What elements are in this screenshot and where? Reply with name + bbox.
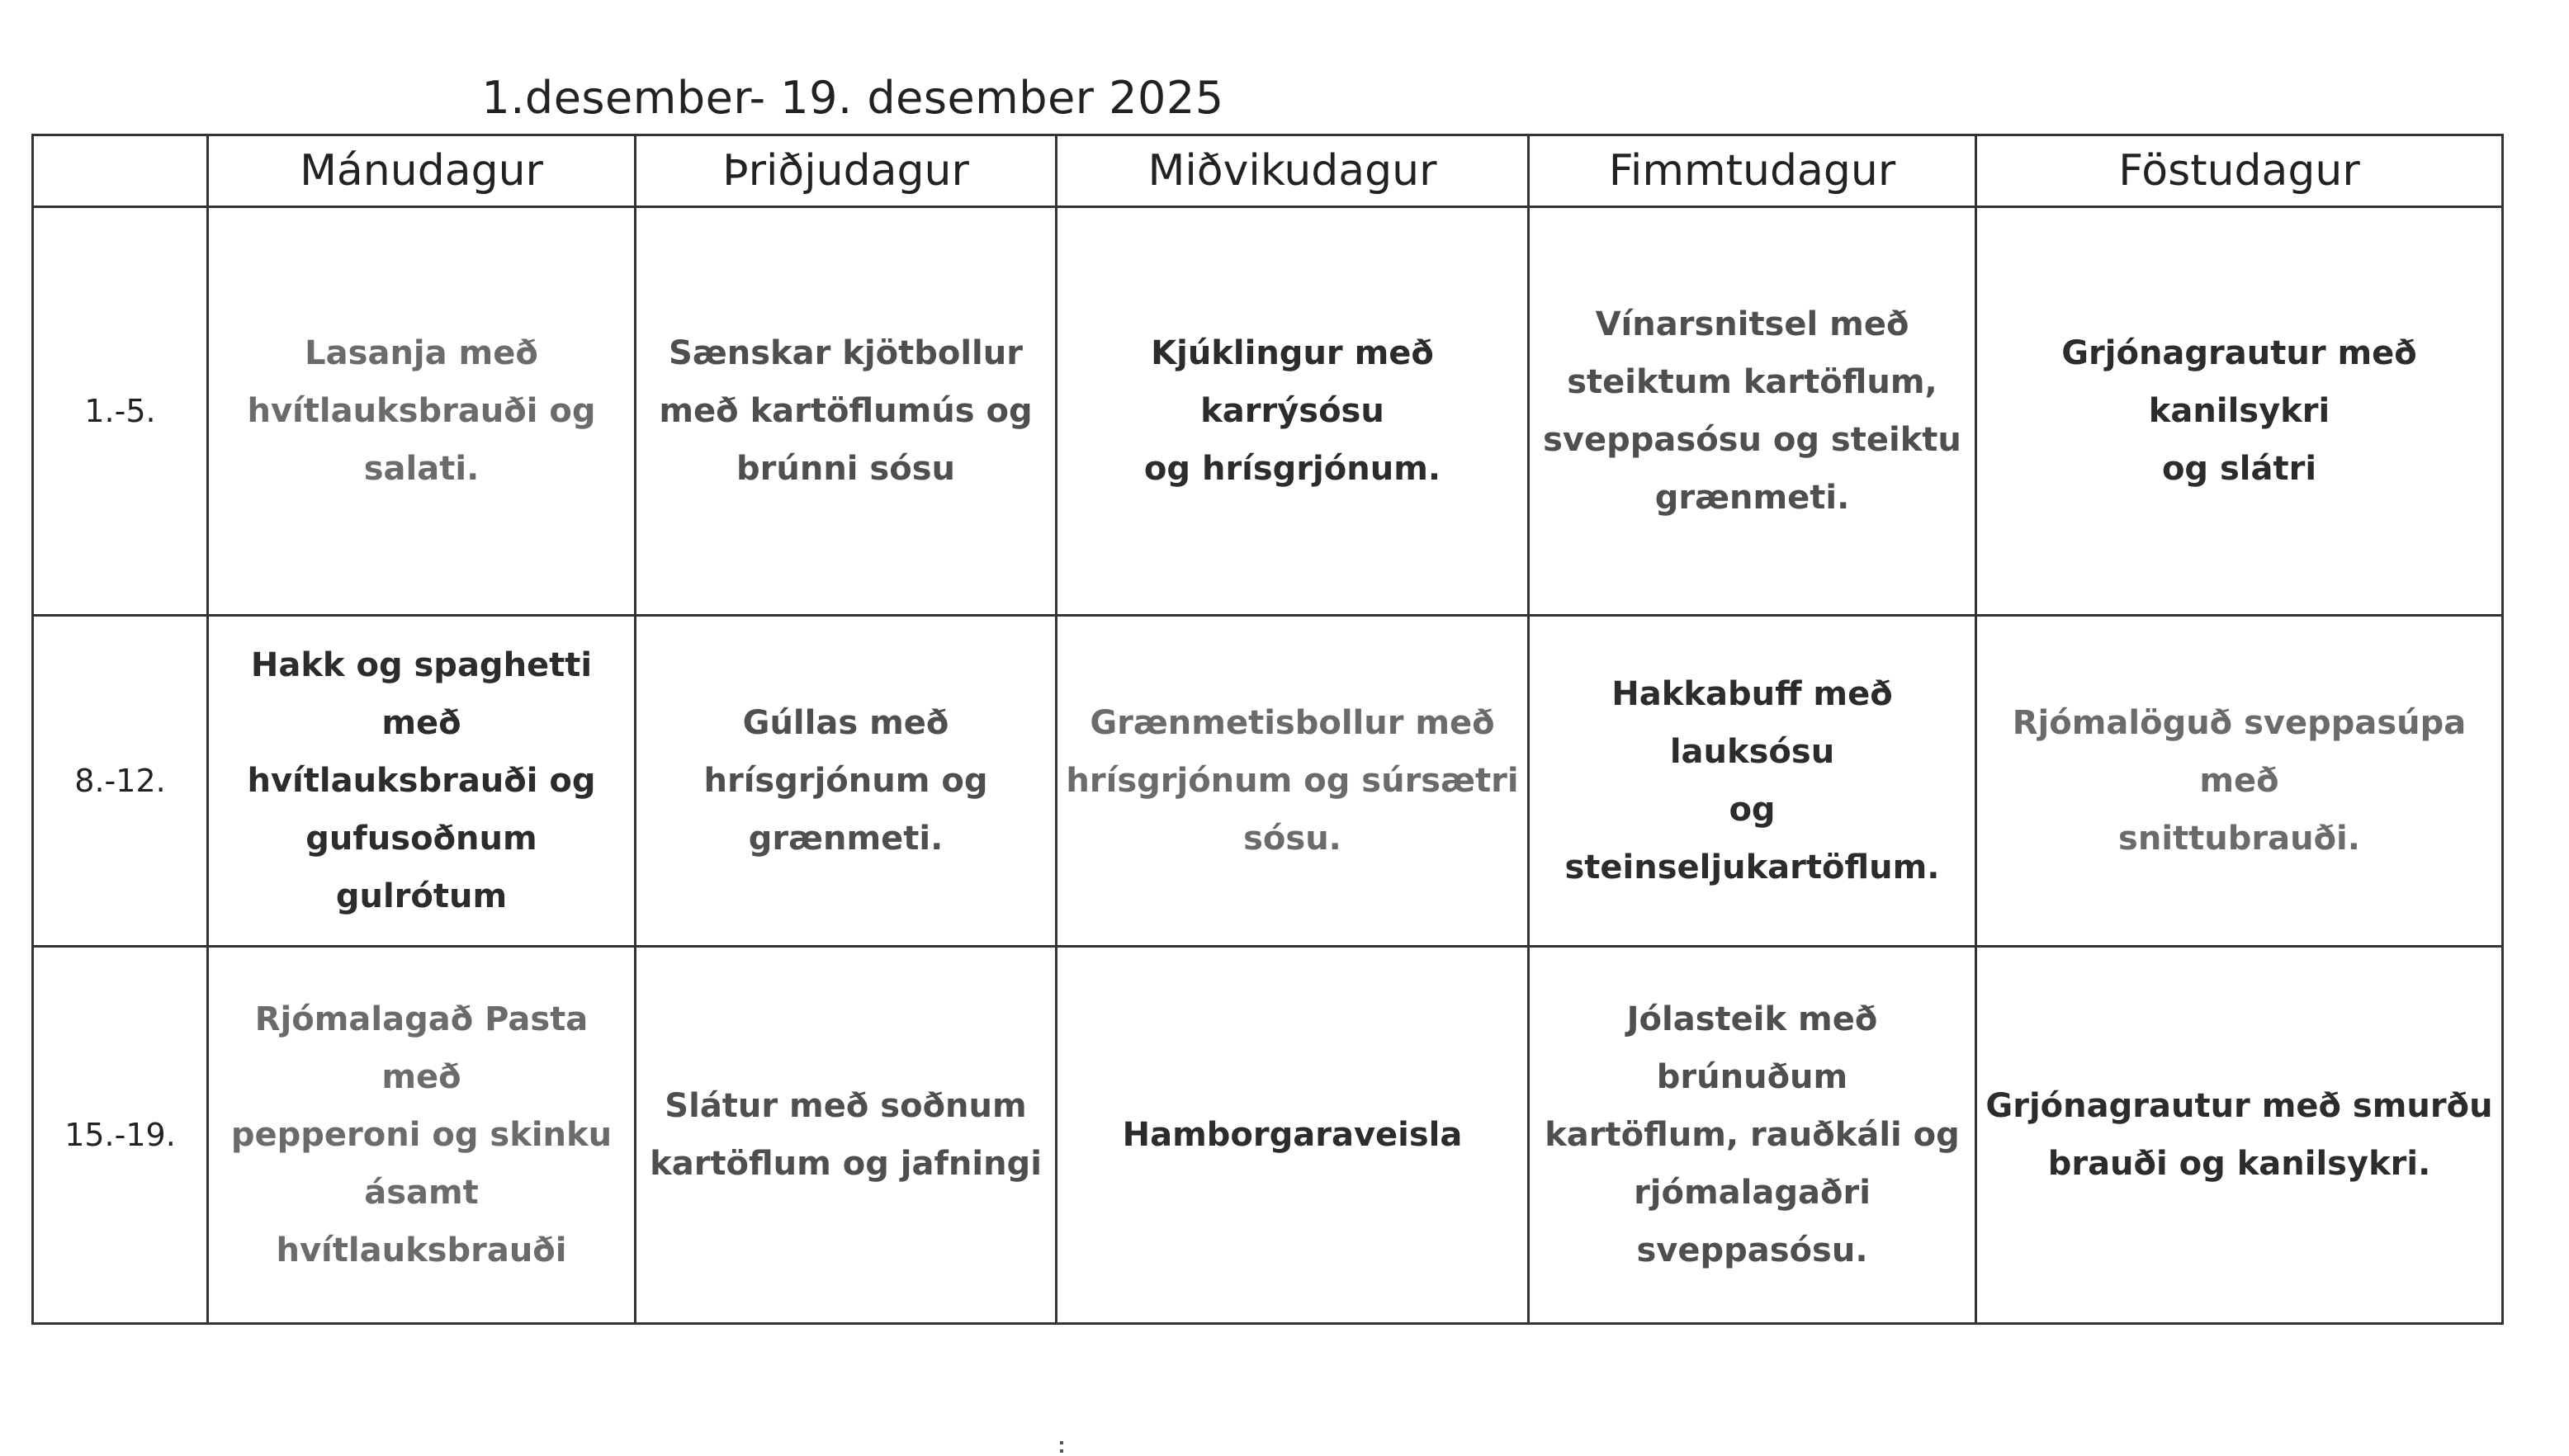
meal-line: hvítlauksbrauði og xyxy=(247,392,596,430)
meal-line: hrísgrjónum og súrsætri xyxy=(1066,762,1519,800)
meal-cell xyxy=(636,947,1057,1324)
week-label: 8.-12. xyxy=(33,616,208,947)
meal-cell xyxy=(1529,947,1976,1324)
day-header-tuesday: Þriðjudagur xyxy=(636,135,1057,207)
week-row xyxy=(33,947,2503,1324)
meal-cell xyxy=(208,207,636,616)
scan-speck xyxy=(1060,1441,1063,1444)
meal-cell xyxy=(1976,947,2503,1324)
header-row xyxy=(33,135,2503,207)
meal-line: Kjúklingur með karrýsósu xyxy=(1151,334,1434,430)
corner-cell xyxy=(33,135,208,207)
meal-line: Hamborgaraveisla xyxy=(1122,1116,1463,1154)
meal-cell xyxy=(1057,207,1529,616)
day-header-friday: Föstudagur xyxy=(1976,135,2503,207)
meal-line: Vínarsnitsel með xyxy=(1595,305,1909,343)
day-header-thursday: Fimmtudagur xyxy=(1529,135,1976,207)
meal-cell xyxy=(208,947,636,1324)
meal-line: kartöflum og jafningi xyxy=(650,1145,1042,1183)
meal-cell xyxy=(636,207,1057,616)
meal-line: Hakk og spaghetti með xyxy=(250,646,593,742)
meal-cell xyxy=(1057,616,1529,947)
meal-line: snittubrauði. xyxy=(2118,820,2360,858)
meal-line: ásamt hvítlauksbrauði xyxy=(276,1174,567,1269)
day-header-monday: Mánudagur xyxy=(208,135,636,207)
meal-cell xyxy=(636,616,1057,947)
meal-line: pepperoni og skinku xyxy=(230,1116,613,1154)
meal-cell xyxy=(1976,616,2503,947)
meal-line: brauði og kanilsykri. xyxy=(2047,1145,2431,1183)
meal-line: Slátur með soðnum xyxy=(665,1087,1027,1125)
meal-line: rjómalagaðri xyxy=(1634,1174,1871,1212)
meal-cell xyxy=(1057,947,1529,1324)
meal-line: hrísgrjónum og xyxy=(703,762,988,800)
meal-line: salati. xyxy=(363,450,480,488)
meal-line: steiktum kartöflum, xyxy=(1567,363,1937,401)
scan-speck xyxy=(1060,1449,1063,1453)
meal-line: Grjónagrautur með kanilsykri xyxy=(2061,334,2417,430)
menu-title: 1.desember- 19. desember 2025 xyxy=(481,72,1224,124)
week-label: 15.-19. xyxy=(33,947,208,1324)
meal-cell xyxy=(1529,207,1976,616)
meal-line: Grjónagrautur með smurðu xyxy=(1985,1087,2493,1125)
meal-cell xyxy=(1976,207,2503,616)
meal-line: sveppasósu og steiktu xyxy=(1543,421,1961,459)
meal-line: sósu. xyxy=(1243,820,1341,858)
meal-line: kartöflum, rauðkáli og xyxy=(1545,1116,1960,1154)
meal-line: brúnni sósu xyxy=(736,450,955,488)
meal-line: Gúllas með xyxy=(742,704,949,742)
meal-cell xyxy=(208,616,636,947)
meal-line: og hrísgrjónum. xyxy=(1143,450,1441,488)
meal-line: og slátri xyxy=(2161,450,2317,488)
meal-line: Grænmetisbollur með xyxy=(1090,704,1495,742)
meal-line: Hakkabuff með lauksósu xyxy=(1611,675,1893,771)
week-row xyxy=(33,616,2503,947)
meal-line: grænmeti. xyxy=(1654,479,1850,517)
meal-cell xyxy=(1529,616,1976,947)
meal-line: Lasanja með xyxy=(305,334,538,372)
meal-line: og steinseljukartöflum. xyxy=(1564,791,1940,886)
lunch-menu-table xyxy=(31,134,2504,1325)
meal-line: Rjómalagað Pasta með xyxy=(254,1000,589,1096)
meal-line: Rjómalöguð sveppasúpa með xyxy=(2012,704,2467,800)
meal-line: hvítlauksbrauði og xyxy=(247,762,596,800)
meal-line: grænmeti. xyxy=(748,820,944,858)
week-row xyxy=(33,207,2503,616)
meal-line: sveppasósu. xyxy=(1636,1231,1868,1269)
meal-line: Sænskar kjötbollur xyxy=(669,334,1023,372)
day-header-wednesday: Miðvikudagur xyxy=(1057,135,1529,207)
meal-line: gufusoðnum gulrótum xyxy=(305,820,537,915)
week-label: 1.-5. xyxy=(33,207,208,616)
meal-line: Jólasteik með brúnuðum xyxy=(1626,1000,1878,1096)
meal-line: með kartöflumús og xyxy=(659,392,1033,430)
